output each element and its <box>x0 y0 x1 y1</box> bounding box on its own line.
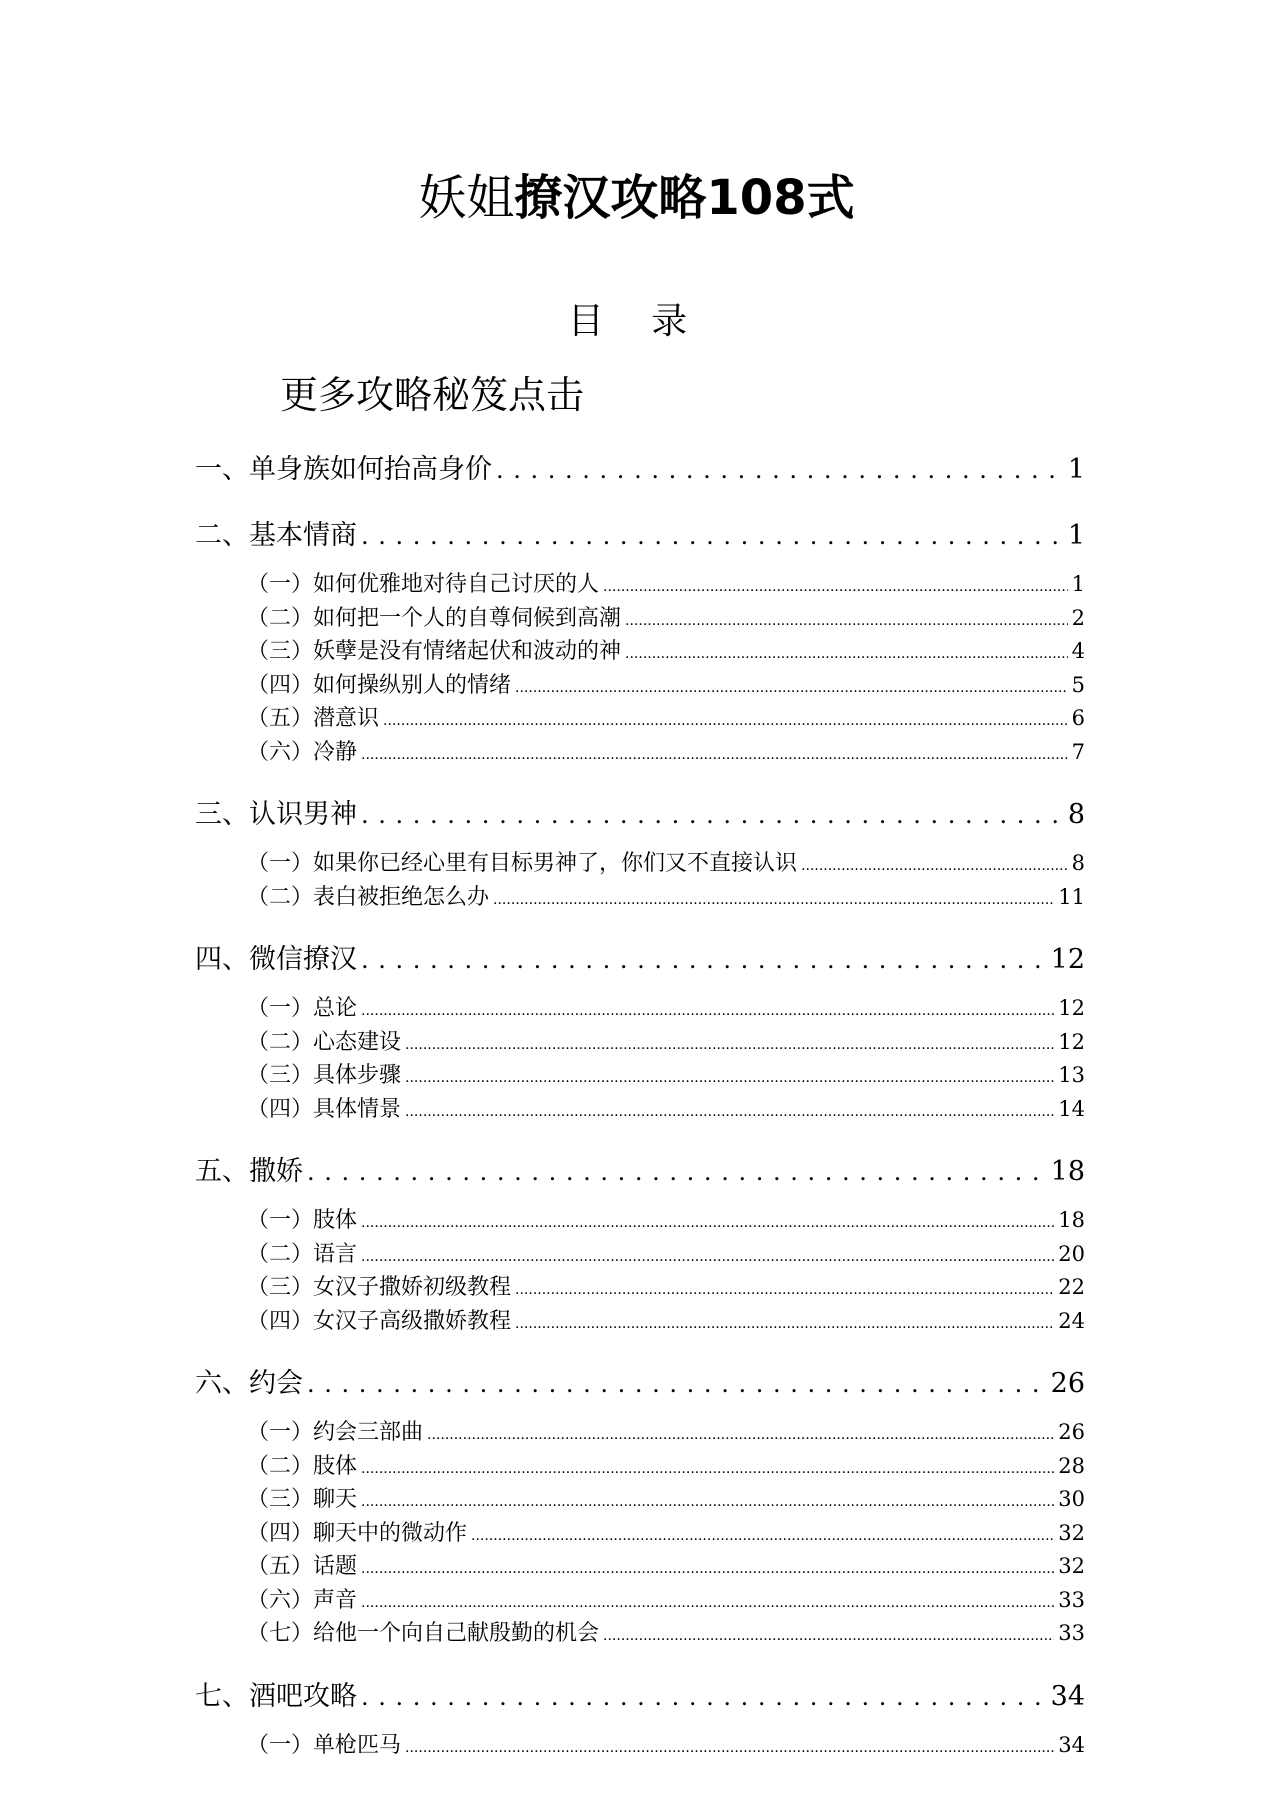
toc-section-page-number: 2 <box>1071 605 1085 630</box>
toc-section-page-number: 26 <box>1058 1420 1085 1444</box>
toc-section-page-number: 33 <box>1058 1621 1085 1645</box>
toc-section[interactable] <box>195 1305 1085 1339</box>
toc-section-label: （六）冷静 <box>247 739 358 765</box>
dot-leader <box>383 702 1068 739</box>
toc-section-page-number: 8 <box>1071 851 1085 875</box>
dot-leader <box>361 736 1068 773</box>
toc-section[interactable] <box>195 635 1085 669</box>
toc-section-page-number: 4 <box>1071 639 1085 663</box>
toc-section[interactable] <box>195 1729 1085 1763</box>
toc-chapter-label: 六、约会 <box>195 1368 303 1399</box>
dot-leader <box>625 635 1068 672</box>
dot-leader <box>361 1450 1054 1487</box>
toc-section-label: （一）单枪匹马 <box>247 1732 402 1758</box>
toc-section-label: （四）聊天中的微动作 <box>247 1520 468 1546</box>
dot-leader <box>471 1517 1054 1554</box>
toc-section-page-number: 12 <box>1058 1029 1085 1054</box>
toc-section[interactable] <box>195 1416 1085 1450</box>
toc-chapter-page-number: 18 <box>1050 1156 1085 1187</box>
dot-leader <box>405 1059 1054 1096</box>
toc-chapter[interactable] <box>195 450 1085 490</box>
toc-chapter-label: 五、撒娇 <box>195 1156 303 1187</box>
toc-chapter-page-number: 12 <box>1050 944 1085 975</box>
dot-leader <box>361 1584 1054 1621</box>
toc-section-label: （三）具体步骤 <box>247 1063 402 1088</box>
toc-section-label: （二）肢体 <box>247 1453 358 1479</box>
table-of-contents <box>195 450 1085 1762</box>
toc-section[interactable] <box>195 1617 1085 1651</box>
toc-section-label: （四）女汉子高级撒娇教程 <box>247 1308 512 1334</box>
dot-leader <box>625 602 1068 639</box>
dot-leader <box>427 1416 1054 1453</box>
toc-section[interactable] <box>195 736 1085 770</box>
document-title <box>0 168 1273 228</box>
toc-section[interactable] <box>195 1450 1085 1484</box>
dot-leader <box>801 847 1068 884</box>
toc-section-label: （一）约会三部曲 <box>247 1420 424 1445</box>
toc-section-page-number: 14 <box>1058 1096 1085 1121</box>
dot-leader <box>361 516 1064 556</box>
dot-leader <box>405 1093 1054 1130</box>
toc-section-page-number: 22 <box>1058 1275 1085 1299</box>
toc-section[interactable] <box>195 881 1085 915</box>
toc-section-label: （三）聊天 <box>247 1487 358 1512</box>
toc-section-page-number: 11 <box>1058 884 1085 909</box>
toc-section-page-number: 32 <box>1058 1520 1085 1545</box>
dot-leader <box>493 881 1054 918</box>
dot-leader <box>515 1305 1054 1342</box>
toc-chapter-page-number: 26 <box>1050 1368 1085 1399</box>
toc-section[interactable] <box>195 1026 1085 1060</box>
toc-section[interactable] <box>195 1483 1085 1517</box>
toc-section[interactable] <box>195 847 1085 881</box>
dot-leader <box>307 1152 1047 1192</box>
toc-section-page-number: 12 <box>1058 996 1085 1020</box>
toc-section-label: （六）声音 <box>247 1587 358 1613</box>
toc-section[interactable] <box>195 669 1085 703</box>
title-plain: 妖姐 <box>418 170 515 226</box>
dot-leader <box>515 669 1068 706</box>
dot-leader <box>405 1026 1054 1063</box>
toc-section-label: （一）如何优雅地对待自己讨厌的人 <box>247 572 600 597</box>
title-bold: 撩汉攻略108式 <box>514 170 855 226</box>
toc-section-page-number: 6 <box>1071 706 1085 730</box>
toc-chapter-label: 四、微信撩汉 <box>195 944 357 975</box>
dot-leader <box>307 1364 1047 1404</box>
toc-chapter-label: 二、基本情商 <box>195 520 357 551</box>
toc-section-page-number: 24 <box>1058 1308 1085 1333</box>
toc-section[interactable] <box>195 602 1085 636</box>
toc-chapter[interactable] <box>195 795 1085 835</box>
toc-section[interactable] <box>195 1204 1085 1238</box>
toc-section-page-number: 13 <box>1058 1063 1085 1087</box>
toc-section[interactable] <box>195 1584 1085 1618</box>
toc-section[interactable] <box>195 1517 1085 1551</box>
toc-section-label: （一）肢体 <box>247 1208 358 1233</box>
toc-chapter-page-number: 1 <box>1067 454 1085 485</box>
toc-section-page-number: 5 <box>1071 672 1085 697</box>
toc-section-label: （五）话题 <box>247 1554 358 1579</box>
toc-section-page-number: 32 <box>1058 1554 1085 1578</box>
toc-section[interactable] <box>195 992 1085 1026</box>
dot-leader <box>496 450 1064 490</box>
toc-chapter-label: 三、认识男神 <box>195 799 357 830</box>
toc-section[interactable] <box>195 568 1085 602</box>
toc-section[interactable] <box>195 1271 1085 1305</box>
toc-section-label: （二）语言 <box>247 1241 358 1267</box>
dot-leader <box>603 1617 1054 1654</box>
toc-section-label: （二）心态建设 <box>247 1029 402 1055</box>
toc-section-label: （三）女汉子撒娇初级教程 <box>247 1275 512 1300</box>
toc-chapter[interactable] <box>195 940 1085 980</box>
toc-section-label: （五）潜意识 <box>247 706 380 731</box>
toc-section-label: （七）给他一个向自己献殷勤的机会 <box>247 1621 600 1646</box>
toc-chapter[interactable] <box>195 1364 1085 1404</box>
toc-section-page-number: 30 <box>1058 1487 1085 1511</box>
toc-section[interactable] <box>195 1238 1085 1272</box>
toc-section[interactable] <box>195 1093 1085 1127</box>
dot-leader <box>361 940 1047 980</box>
toc-chapter[interactable] <box>195 1152 1085 1192</box>
toc-section-page-number: 7 <box>1071 739 1085 764</box>
toc-section[interactable] <box>195 1059 1085 1093</box>
toc-section-page-number: 33 <box>1058 1587 1085 1612</box>
toc-section-page-number: 34 <box>1058 1732 1085 1757</box>
toc-section[interactable] <box>195 702 1085 736</box>
toc-chapter-page-number: 34 <box>1050 1680 1085 1712</box>
dot-leader <box>361 992 1054 1029</box>
toc-section-label: （二）表白被拒绝怎么办 <box>247 884 490 910</box>
toc-section-page-number: 1 <box>1071 572 1085 596</box>
dot-leader <box>361 1550 1054 1587</box>
toc-section-label: （一）如果你已经心里有目标男神了，你们又不直接认识 <box>247 851 798 876</box>
dot-leader <box>361 1238 1054 1275</box>
toc-section-page-number: 28 <box>1058 1453 1085 1478</box>
toc-chapter-label: 一、单身族如何抬高身价 <box>195 454 492 485</box>
dot-leader <box>361 1204 1054 1241</box>
dot-leader <box>515 1271 1054 1308</box>
toc-chapter[interactable] <box>195 516 1085 556</box>
toc-section-label: （二）如何把一个人的自尊伺候到高潮 <box>247 605 622 631</box>
dot-leader <box>361 1677 1047 1717</box>
more-guides-link[interactable]: 更多攻略秘笈点击 <box>280 373 585 417</box>
toc-section-label: （三）妖孽是没有情绪起伏和波动的神 <box>247 639 622 664</box>
toc-section-page-number: 18 <box>1058 1208 1085 1232</box>
dot-leader <box>405 1729 1054 1766</box>
toc-section[interactable] <box>195 1550 1085 1584</box>
dot-leader <box>361 1483 1054 1520</box>
toc-chapter[interactable] <box>195 1677 1085 1717</box>
dot-leader <box>603 568 1068 605</box>
toc-section-page-number: 20 <box>1058 1241 1085 1266</box>
toc-chapter-label: 七、酒吧攻略 <box>195 1680 357 1712</box>
toc-heading: 目 录 <box>567 301 706 342</box>
toc-chapter-page-number: 8 <box>1067 799 1085 830</box>
toc-section-label: （一）总论 <box>247 996 358 1021</box>
toc-section-label: （四）如何操纵别人的情绪 <box>247 672 512 698</box>
toc-chapter-page-number: 1 <box>1067 520 1085 551</box>
toc-section-label: （四）具体情景 <box>247 1096 402 1122</box>
dot-leader <box>361 795 1064 835</box>
